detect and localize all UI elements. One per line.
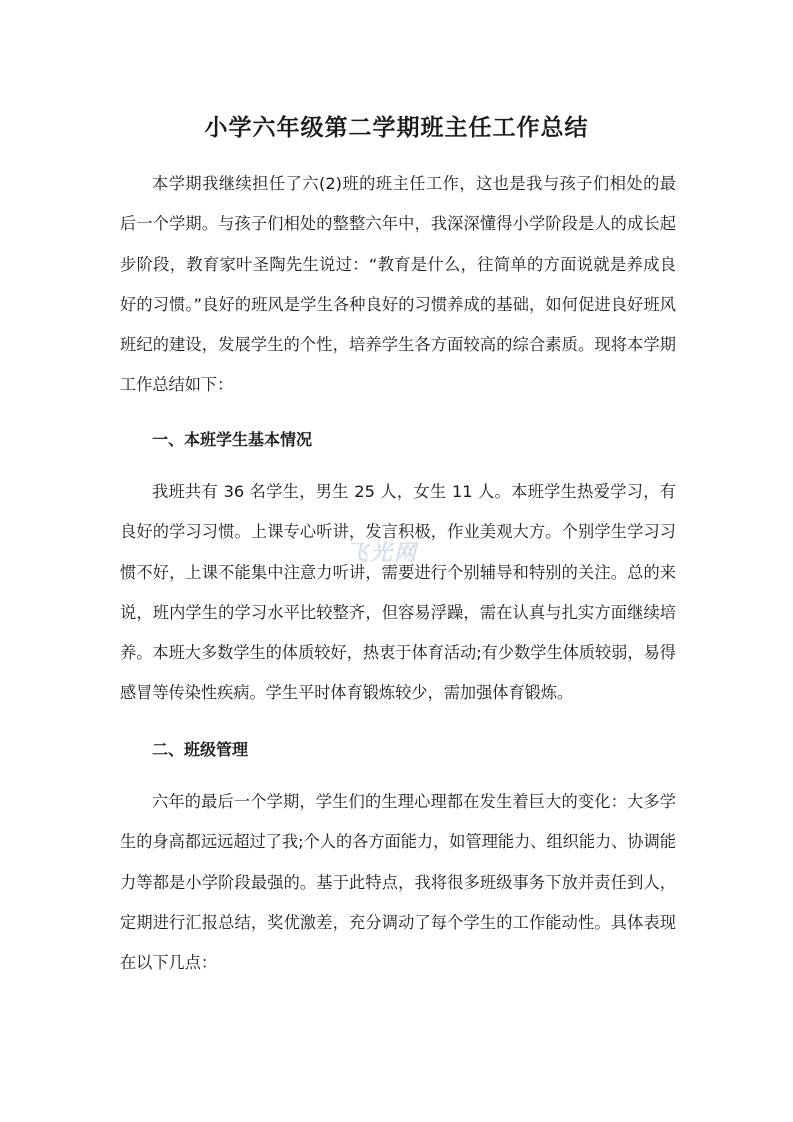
- section-2-paragraph: 六年的最后一个学期，学生们的生理心理都在发生着巨大的变化：大多学生的身高都远远超过了我;个人的各方面能力，如管理能力、组织能力、协调能力等都是小学阶段最强的。基于此特点，我将很多班级事务下放并责任到人，定期进行汇报总结，奖优激差，充分调动了每个学生的工作能动性。具体表现在以下几点：: [120, 792, 676, 973]
- document-title: 小学六年级第二学期班主任工作总结: [204, 115, 589, 141]
- watermark-text: 飞光网: [346, 541, 419, 566]
- intro-paragraph: 本学期我继续担任了六(2)班的班主任工作，这也是我与孩子们相处的最后一个学期。与孩子们相处的整整六年中，我深深懂得小学阶段是人的成长起步阶段，教育家叶圣陶先生说过：“教育是什么，往简单的方面说就是养成良好的习惯。”良好的班风是学生各种良好的习惯养成的基础，如何促进良好班风班纪的建设，发展学生的个性，培养学生各方面较高的综合素质。现将本学期工作总结如下：: [120, 174, 676, 395]
- section-1-paragraph: 我班共有 36 名学生，男生 25 人，女生 11 人。本班学生热爱学习，有良好的学习习惯。上课专心听讲，发言积极，作业美观大方。个别学生学习习惯不好，上课不能集中注意力听讲，需要进行个别辅导和特别的关注。总的来说，班内学生的学习水平比较整齐，但容易浮躁，需在认真与扎实方面继续培养。本班大多数学生的体质较好，热衷于体育活动;有少数学生体质较弱，易得感冒等传染性疾病。学生平时体育锻炼较少，需加强体育锻炼。: [120, 482, 676, 703]
- section-1-heading: 一、本班学生基本情况: [152, 430, 313, 449]
- section-2-heading: 二、班级管理: [152, 740, 249, 759]
